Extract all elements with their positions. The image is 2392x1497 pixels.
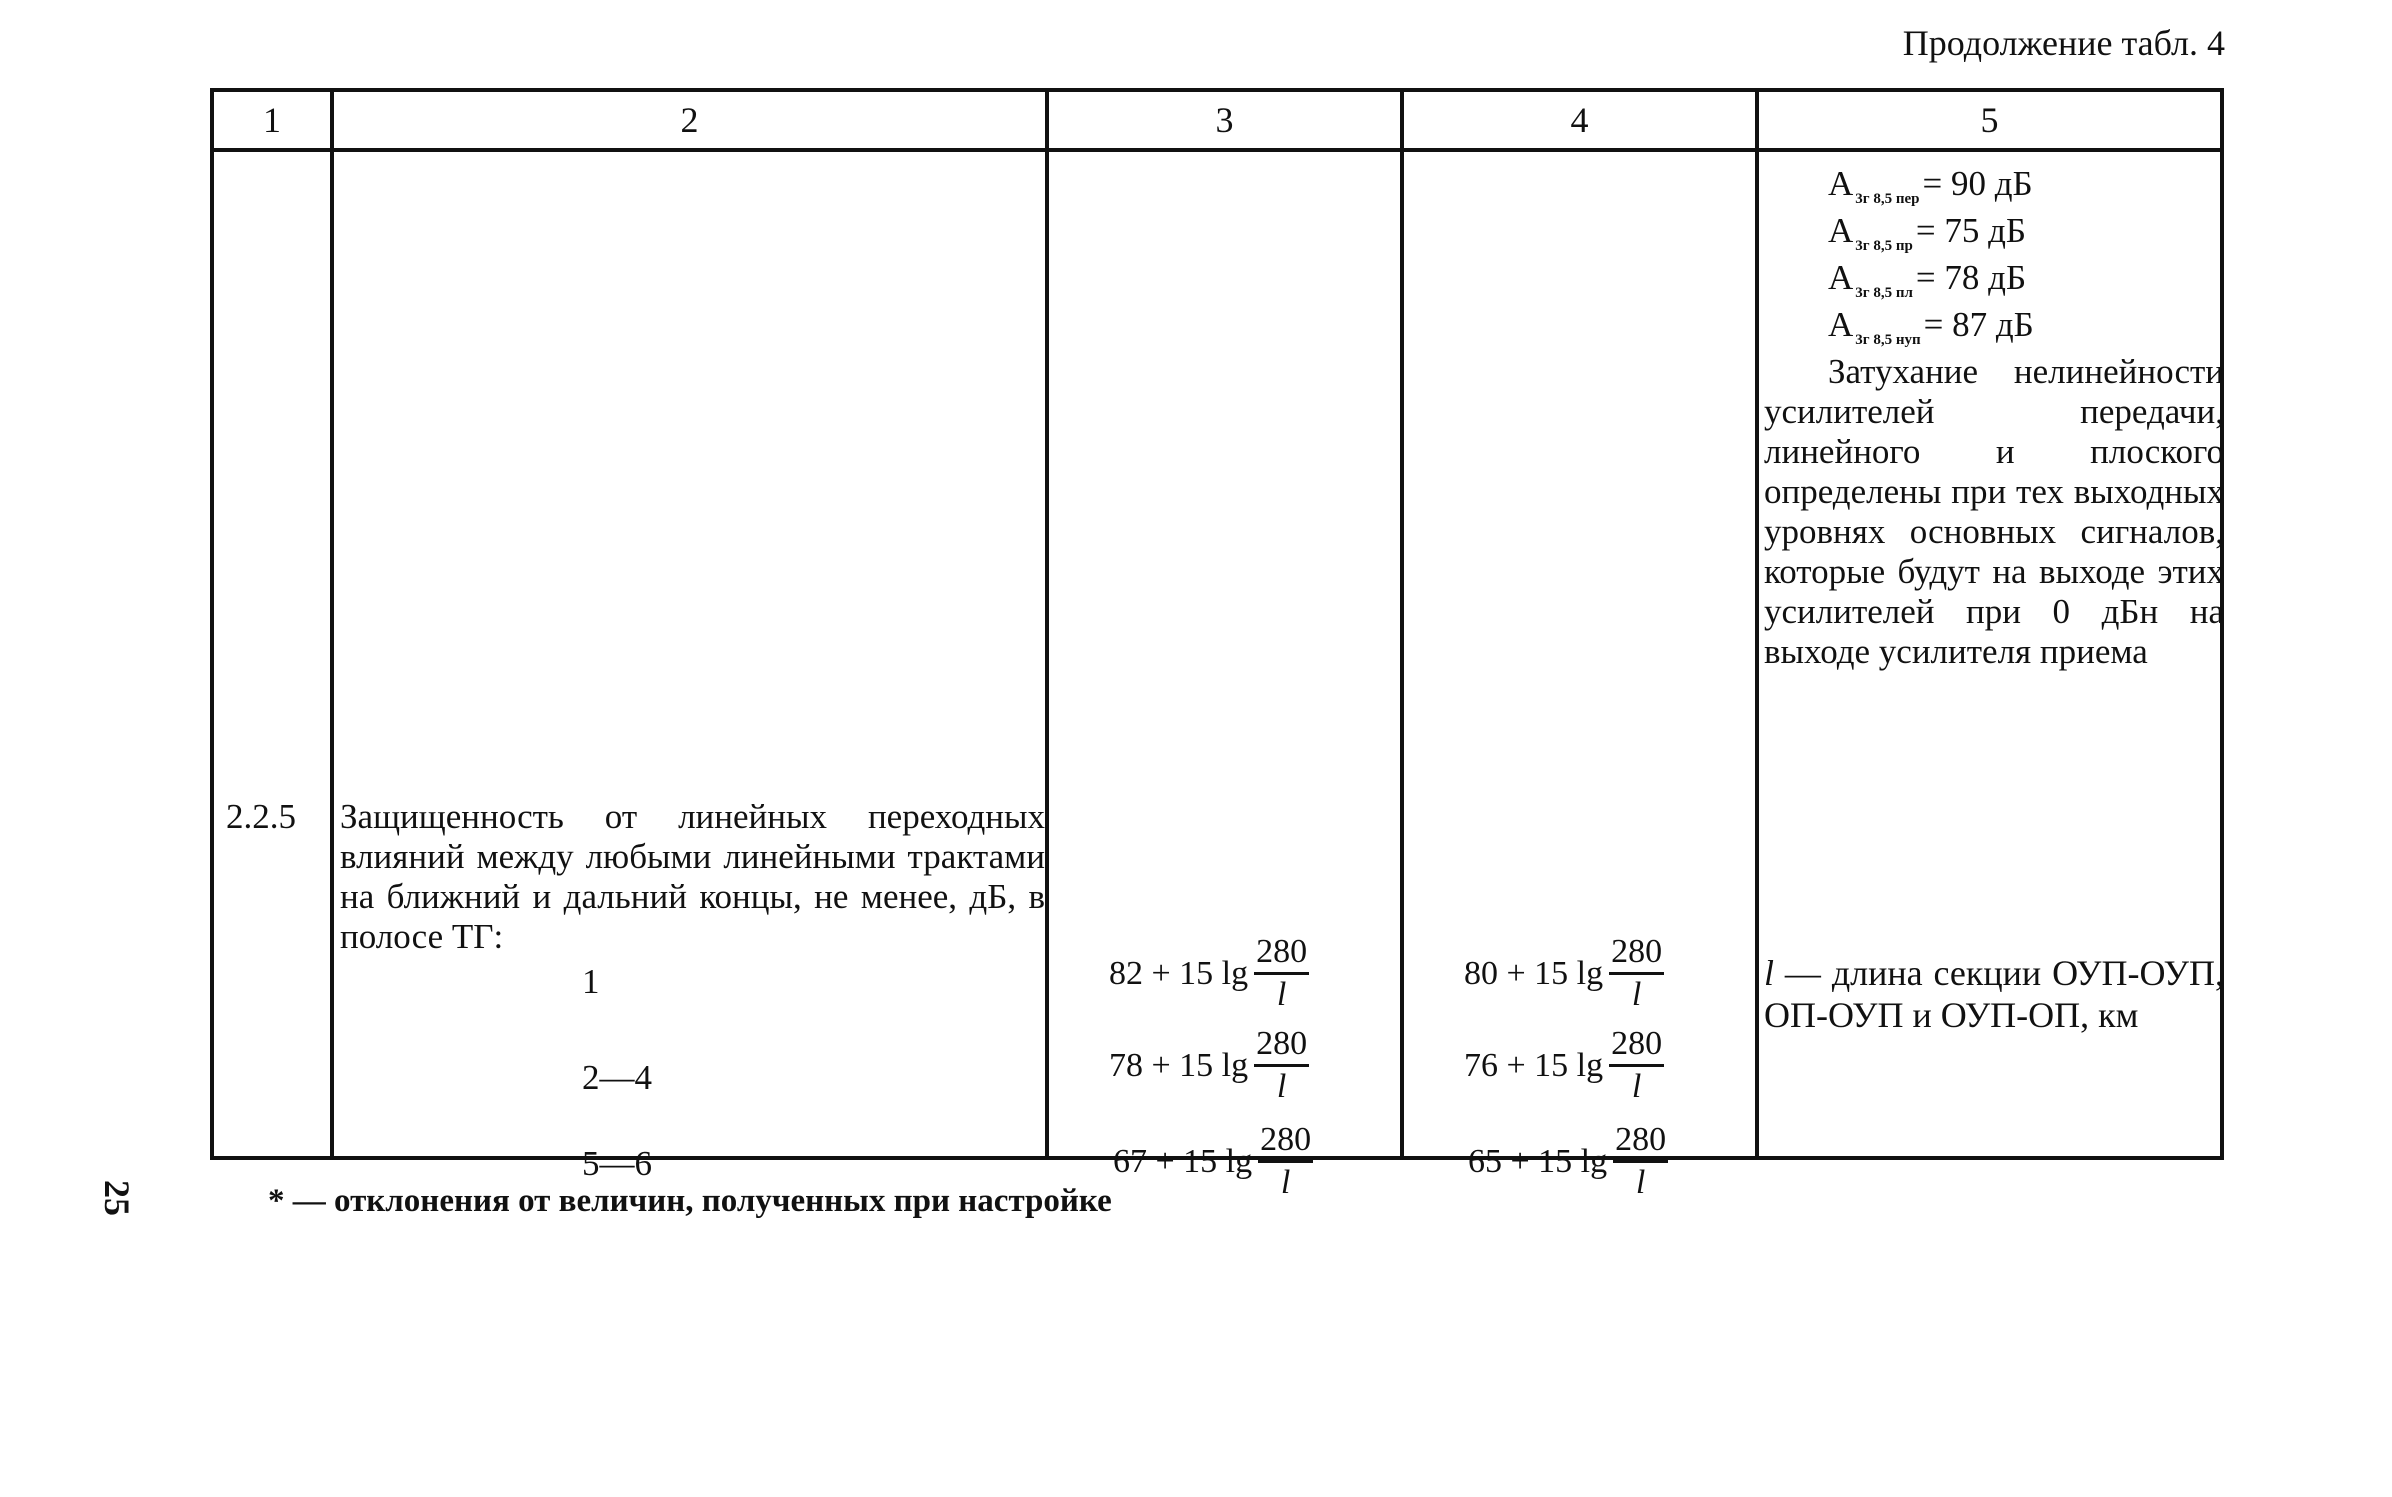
formula-expression: 76 + 15 lg: [1464, 1046, 1604, 1084]
formula-expression: 78 + 15 lg: [1109, 1046, 1249, 1084]
formula: [1109, 932, 1309, 1015]
cell-description: [332, 150, 1047, 1183]
column-header-5: 5: [1757, 90, 2222, 150]
page-number: 25: [97, 1180, 137, 1216]
fraction-numerator: 280: [1609, 1024, 1664, 1067]
attenuation-value: = 78 дБ: [1915, 258, 2027, 297]
band-label: 2—4: [582, 1058, 652, 1097]
attenuation-value: = 75 дБ: [1915, 211, 2026, 250]
table-caption: Продолжение табл. 4: [1902, 23, 2225, 63]
fraction-numerator: 280: [1609, 932, 1664, 975]
attenuation-symbol: А: [1828, 211, 1854, 250]
cell-column-3: [1047, 150, 1402, 1201]
fraction-denominator: l: [1635, 1164, 1646, 1201]
fraction-numerator: 280: [1613, 1120, 1668, 1163]
fraction-numerator: 280: [1258, 1120, 1313, 1163]
fraction-denominator: l: [1631, 1068, 1642, 1105]
attenuation-subscript: 3г 8,5 пл: [1855, 285, 1913, 301]
attenuation-symbol: А: [1828, 258, 1854, 297]
formula: [1109, 1024, 1309, 1107]
column-header-1: 1: [212, 90, 332, 150]
column-header-2: 2: [332, 90, 1047, 150]
formula: [1468, 1120, 1668, 1203]
attenuation-subscript: 3г 8,5 пр: [1855, 238, 1913, 254]
fraction: [1613, 1120, 1668, 1203]
fraction: [1254, 1024, 1309, 1107]
formula-expression: 80 + 15 lg: [1464, 954, 1604, 992]
attenuation-symbol: А: [1828, 164, 1854, 203]
attenuation-value: = 87 дБ: [1923, 305, 2034, 344]
cell-column-5: [1757, 150, 2222, 1158]
attenuation-subscript: 3г 8,5 пер: [1855, 191, 1920, 207]
attenuation-value: = 90 дБ: [1922, 164, 2033, 203]
nonlinearity-note: Затухание нелинейности усилителей передачи, линейного и плоского определены при тех выходных уровнях основных сигналов, которые будут на выходе этих усилителей при 0 дБн на выходе усилителя приема: [1764, 352, 2224, 671]
band-label: 1: [582, 962, 600, 1001]
formula-expression: 67 + 15 lg: [1113, 1142, 1253, 1180]
fraction: [1254, 932, 1309, 1015]
length-description: — длина секции ОУП-ОУП, ОП-ОУП и ОУП-ОП, км: [1764, 953, 2224, 1035]
attenuation-line: [1764, 258, 2224, 305]
fraction: [1258, 1120, 1313, 1203]
cell-column-4: [1402, 150, 1757, 1201]
attenuation-line: [1764, 211, 2224, 258]
fraction-denominator: l: [1276, 1068, 1287, 1105]
column-header-4: 4: [1402, 90, 1757, 150]
fraction-denominator: l: [1276, 976, 1287, 1013]
continued-notes: [1764, 164, 2224, 672]
fraction-denominator: l: [1631, 976, 1642, 1013]
header-row: [212, 90, 2222, 150]
fraction-numerator: 280: [1254, 1024, 1309, 1067]
length-symbol: l: [1764, 953, 1775, 993]
fraction-numerator: 280: [1254, 932, 1309, 975]
formula-expression: 82 + 15 lg: [1109, 954, 1249, 992]
formula: [1464, 1024, 1664, 1107]
fraction-denominator: l: [1280, 1164, 1291, 1201]
attenuation-line: [1764, 164, 2224, 211]
attenuation-line: [1764, 305, 2224, 352]
cell-item-number: [212, 150, 332, 1158]
fraction: [1609, 932, 1664, 1015]
attenuation-subscript: 3г 8,5 нуп: [1855, 332, 1921, 348]
fraction: [1609, 1024, 1664, 1107]
band-label: 5—6: [582, 1144, 652, 1183]
table-row: [212, 150, 2222, 1158]
attenuation-symbol: А: [1828, 305, 1854, 344]
item-number: 2.2.5: [226, 797, 296, 836]
formula-expression: 65 + 15 lg: [1468, 1142, 1608, 1180]
formula: [1464, 932, 1664, 1015]
column-header-3: 3: [1047, 90, 1402, 150]
section-length-note: [1764, 952, 2224, 1036]
item-description: Защищенность от линейных переходных влияний между любыми линейными трактами на ближний и дальний концы, не менее, дБ, в полосе ТГ:: [340, 797, 1045, 956]
footnote: * — отклонения от величин, полученных при настройке: [268, 1183, 1112, 1219]
formula: [1113, 1120, 1313, 1203]
